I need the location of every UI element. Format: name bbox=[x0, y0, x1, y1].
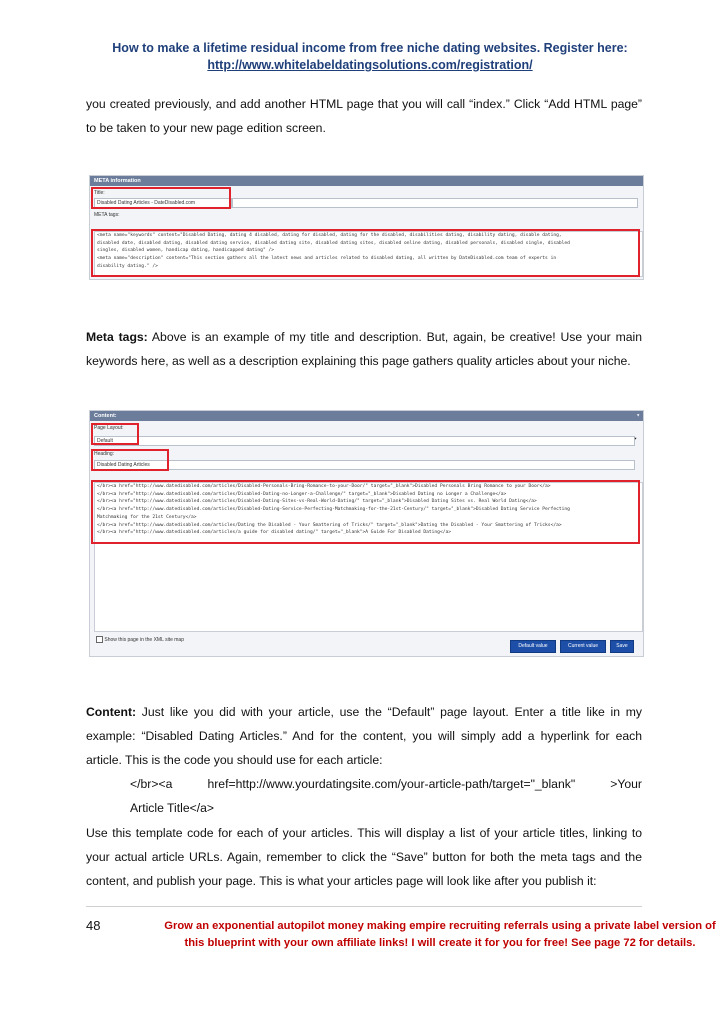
meta-tags-label: META tags: bbox=[94, 212, 120, 218]
meta-tags-highlight bbox=[91, 229, 640, 277]
code-line: </br><a href="http://www.datedisabled.com/articles/a guide for disabled dating/" target="_blank">A Guide For Disabled Dating</a> bbox=[97, 530, 452, 536]
sitemap-checkbox[interactable] bbox=[96, 636, 103, 643]
default-value-button[interactable]: Default value bbox=[510, 640, 556, 653]
code-line-2: Article Title</a> bbox=[130, 801, 214, 815]
header-text: How to make a lifetime residual income from free niche dating websites. Register here: bbox=[112, 41, 628, 55]
code-line: </br><a href="http://www.datedisabled.com/articles/Disabled-Dating-Service-Perfecting-Matchmaking-for-the-21st-Century/" target="_blank">Disabled Dating Service Perfecting bbox=[97, 507, 570, 513]
code-line: </br><a href="http://www.datedisabled.com/articles/Disabled-Dating-Sites-vs-Real-World-Dating/" target="_blank">Disabled Dating Sites vs. Real World Dating</a> bbox=[97, 499, 537, 505]
code-line: </br><a href="http://www.datedisabled.com/articles/Disabled-Dating-no-Longer-a-Challenge/" target="_blank">Disabled Dating no Longer a Challenge</a> bbox=[97, 491, 507, 497]
page-number: 48 bbox=[86, 918, 101, 933]
content-paragraph bbox=[86, 700, 642, 772]
meta-bar-title: META information bbox=[90, 176, 643, 186]
save-button[interactable]: Save bbox=[610, 640, 634, 653]
code-part-1: </br><a bbox=[130, 777, 173, 791]
code-line: Matchmaking for the 21st Century</a> bbox=[97, 514, 197, 520]
title-field-extension bbox=[232, 198, 638, 208]
meta-screenshot bbox=[89, 175, 644, 280]
code-line: disabled date, disabled dating, disabled dating service, disabled dating site, disabled dating sites, disabled online dating, disabled personals, disabled single, disabled bbox=[97, 240, 570, 246]
collapse-icon[interactable]: ▾ bbox=[636, 412, 640, 419]
content-code-highlight bbox=[91, 480, 640, 544]
chevron-down-icon[interactable]: ▾ bbox=[633, 436, 637, 442]
meta-tags-text: Above is an example of my title and description. But, again, be creative! Use your main keywords here, as well as a description explaining this page gathers quality articles about your niche. bbox=[86, 330, 642, 368]
heading-highlight bbox=[91, 449, 169, 471]
code-part-3: >Your bbox=[610, 777, 642, 791]
heading-label: Heading: bbox=[94, 451, 115, 457]
meta-tags-paragraph bbox=[86, 325, 642, 373]
layout-highlight bbox=[91, 423, 139, 445]
code-line: </br><a href="http://www.datedisabled.com/articles/Dating the Disabled - Your Smattering of Tricks/" target="_blank">Dating the Disabled - Your Smattering of Tricks</a> bbox=[97, 522, 562, 528]
sitemap-option bbox=[96, 636, 184, 643]
code-line: <meta name="keywords" content="Disabled Dating, dating 4 disabled, dating for disabled, dating for the disabled, disabilities dating, disability dating, disable dating, bbox=[97, 233, 562, 238]
page-layout-select[interactable]: Default bbox=[94, 436, 635, 446]
page-layout-label: Page Layout: bbox=[94, 425, 124, 431]
footer-divider bbox=[86, 906, 642, 907]
heading-field[interactable]: Disabled Dating Articles bbox=[94, 460, 635, 470]
sitemap-label: Show this page in the XML site map bbox=[104, 636, 184, 643]
closing-paragraph: Use this template code for each of your articles. This will display a list of your article titles, linking to your actual article URLs. Again, remember to click the “Save” button for both the meta tags and the content, and publish your page. This is what your articles page will look like after you publish it: bbox=[86, 826, 642, 888]
registration-link[interactable]: http://www.whitelabeldatingsolutions.com/registration/ bbox=[207, 58, 533, 72]
content-screenshot bbox=[89, 410, 644, 657]
title-label: Title: bbox=[94, 190, 105, 196]
code-template bbox=[130, 772, 642, 820]
intro-paragraph: you created previously, and add another HTML page that you will call “index.” Click “Add HTML page” to be taken to your new page edition screen. bbox=[86, 97, 642, 135]
code-part-2: href=http://www.yourdatingsite.com/your-article-path/target="_blank" bbox=[207, 777, 576, 791]
content-text: Just like you did with your article, use the “Default” page layout. Enter a title like in my example: “Disabled Dating Articles.” And for the content, you will simply add a hyperlink for each article. This is the code you should use for each article: bbox=[86, 705, 642, 767]
footer-promo: Grow an exponential autopilot money making empire recruiting referrals using a private label version of this blueprint with your own affiliate links! I will create it for you for free! See page 72 for details. bbox=[164, 920, 716, 949]
code-line: </br><a href="http://www.datedisabled.com/articles/Disabled-Personals-Bring-Romance-to-your-Door/" target="_blank">Disabled Personals Bring Romance to your Door</a> bbox=[97, 484, 551, 489]
page-header bbox=[90, 40, 650, 74]
code-line: disability dating." /> bbox=[97, 263, 158, 269]
code-line: <meta name="description" content="This section gathers all the latest news and articles related to disabled dating, all written by DateDisabled.com team of experts in bbox=[97, 256, 557, 262]
code-line: singles, disabled women, handicap dating, handicapped dating" /> bbox=[97, 248, 275, 254]
current-value-button[interactable]: Current value bbox=[560, 640, 606, 653]
title-highlight bbox=[91, 187, 231, 209]
meta-tags-heading: Meta tags: bbox=[86, 330, 148, 344]
content-bar-title: Content: bbox=[90, 411, 643, 421]
content-heading: Content: bbox=[86, 705, 137, 719]
title-field[interactable]: Disabled Dating Articles - DateDisabled.com bbox=[94, 198, 232, 208]
